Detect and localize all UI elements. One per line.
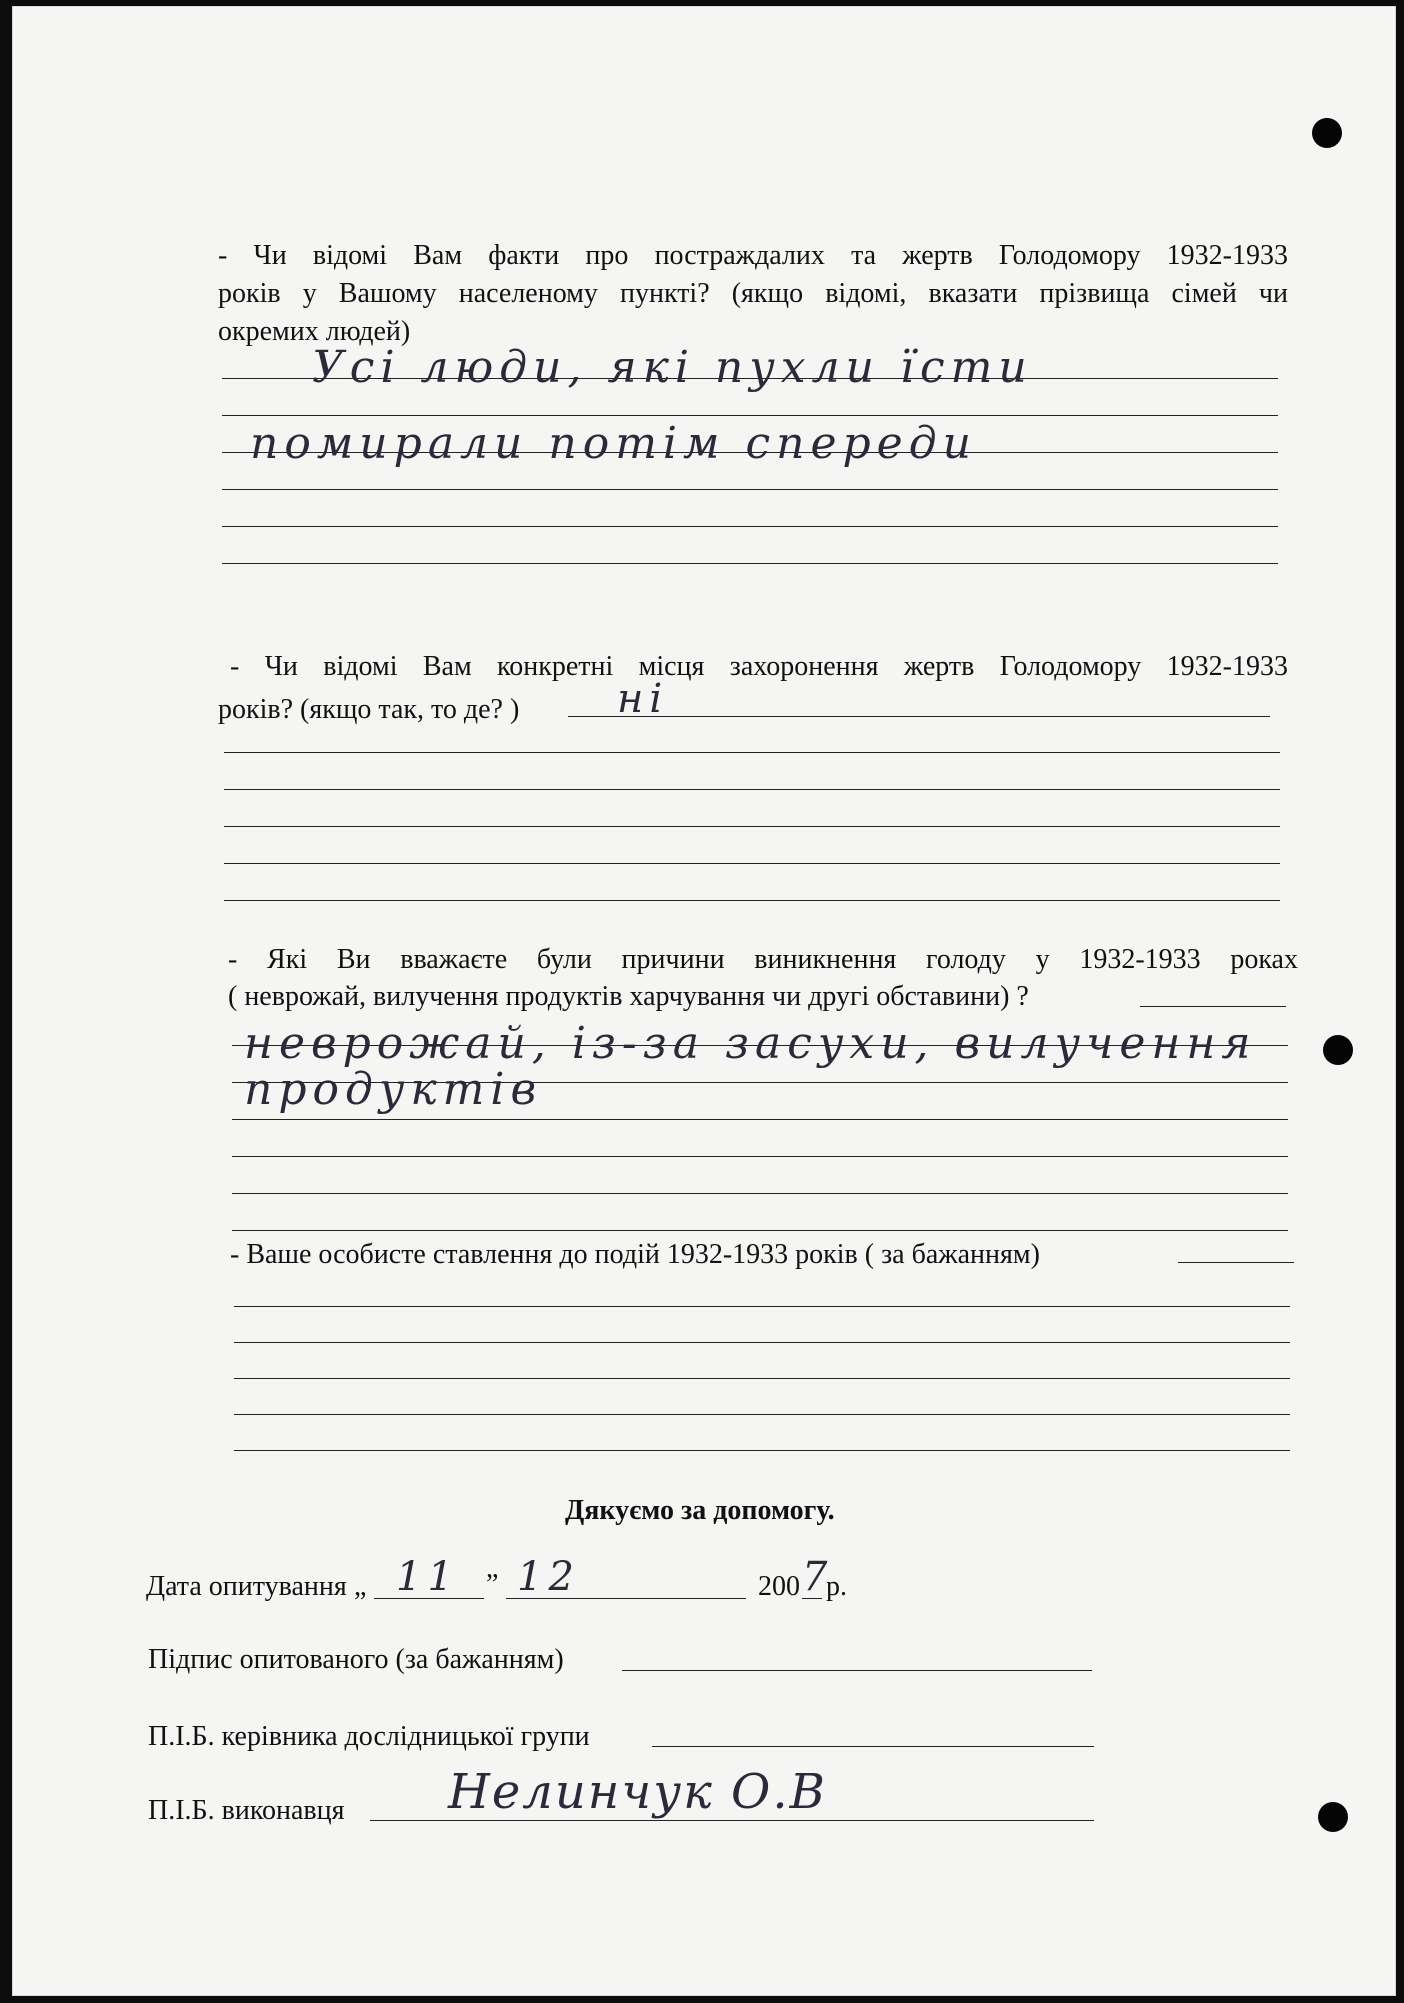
executor-handwritten-name: Нелинчук О.В xyxy=(448,1764,827,1820)
q4-answer-line-inline xyxy=(1178,1262,1294,1263)
q1-handwritten-answer-2: помирали потім спереди xyxy=(250,418,977,469)
punch-hole-middle xyxy=(1323,1035,1353,1065)
q2-text-line-1: - Чи відомі Вам конкретні місця захоронення жертв Голодомору 1932-1933 xyxy=(230,651,1288,682)
q1-text-line-3: окремих людей) xyxy=(218,316,411,347)
q2-answer-line-6 xyxy=(224,900,1280,901)
q1-text-line-2: років у Вашому населеному пункті? (якщо відомі, вказати прізвища сімей чи xyxy=(218,278,1288,309)
punch-hole-top xyxy=(1312,118,1342,148)
q3-handwritten-answer-2: продуктів xyxy=(244,1064,543,1115)
q4-answer-line-4 xyxy=(234,1378,1290,1379)
q2-answer-line-inline xyxy=(568,716,1270,717)
executor-label: П.І.Б. виконавця xyxy=(148,1795,345,1826)
year-digit: 7 xyxy=(802,1554,828,1600)
date-close-quote: ” xyxy=(486,1569,499,1600)
year-prefix: 200 xyxy=(758,1571,800,1602)
year-suffix: р. xyxy=(826,1571,847,1602)
q1-answer-line-2 xyxy=(222,415,1278,416)
q4-text-line-1: - Ваше особисте ставлення до подій 1932-1933 років ( за бажанням) xyxy=(230,1239,1040,1270)
thanks-heading: Дякуємо за допомогу. xyxy=(565,1495,835,1526)
q3-text-line-1: - Які Ви вважаєте були причини виникнення голоду у 1932-1933 роках xyxy=(228,944,1298,975)
q1-handwritten-answer-1: Усі люди, які пухли їсти xyxy=(312,342,1033,393)
group-leader-label: П.І.Б. керівника дослідницької групи xyxy=(148,1721,590,1752)
respondent-signature-label: Підпис опитованого (за бажанням) xyxy=(148,1644,564,1675)
q1-answer-line-5 xyxy=(222,526,1278,527)
q3-text-line-2: ( неврожай, вилучення продуктів харчування чи другі обставини) ? xyxy=(228,981,1029,1012)
q3-answer-line-6 xyxy=(232,1193,1288,1194)
punch-hole-bottom xyxy=(1318,1802,1348,1832)
q2-answer-line-3 xyxy=(224,789,1280,790)
q2-handwritten-answer: ні xyxy=(617,676,669,722)
executor-line xyxy=(370,1820,1094,1821)
q3-answer-line-4 xyxy=(232,1119,1288,1120)
date-day: 11 xyxy=(396,1554,459,1600)
q1-answer-line-6 xyxy=(222,563,1278,564)
q2-text-line-2: років? (якщо так, то де? ) xyxy=(218,694,520,725)
q4-answer-line-5 xyxy=(234,1414,1290,1415)
date-label: Дата опитування xyxy=(146,1571,347,1602)
date-open-quote: „ xyxy=(354,1571,367,1602)
q3-handwritten-answer-1: неврожай, із-за засухи, вилучення xyxy=(244,1018,1257,1069)
group-leader-line xyxy=(652,1746,1094,1747)
q3-answer-line-inline xyxy=(1140,1006,1286,1007)
questionnaire-sheet xyxy=(12,6,1396,1996)
q4-answer-line-3 xyxy=(234,1342,1290,1343)
respondent-signature-line xyxy=(622,1670,1092,1671)
q1-answer-line-4 xyxy=(222,489,1278,490)
q2-answer-line-2 xyxy=(224,752,1280,753)
date-month: 12 xyxy=(517,1554,580,1600)
q4-answer-line-2 xyxy=(234,1306,1290,1307)
q4-answer-line-6 xyxy=(234,1450,1290,1451)
q2-answer-line-4 xyxy=(224,826,1280,827)
q3-answer-line-7 xyxy=(232,1230,1288,1231)
q2-answer-line-5 xyxy=(224,863,1280,864)
q3-answer-line-5 xyxy=(232,1156,1288,1157)
q1-text-line-1: - Чи відомі Вам факти про постраждалих та жертв Голодомору 1932-1933 xyxy=(218,240,1288,271)
